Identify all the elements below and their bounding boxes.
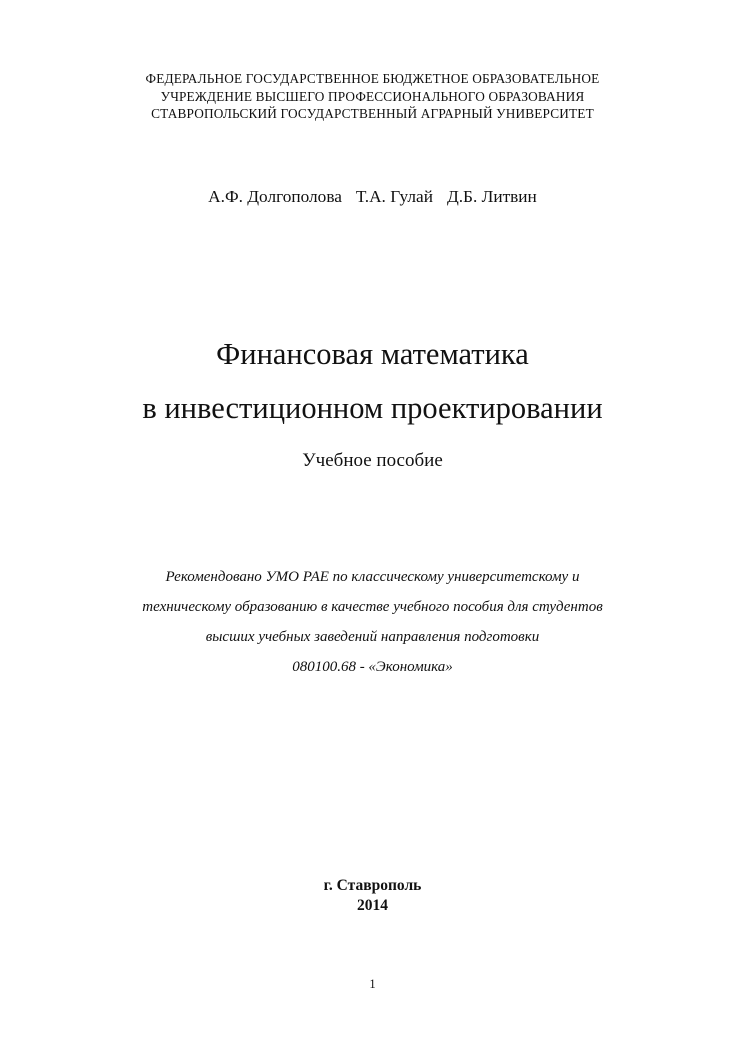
page-number: 1: [369, 977, 376, 991]
author-3: Д.Б. Литвин: [446, 187, 537, 206]
institution-line-2: УЧРЕЖДЕНИЕ ВЫСШЕГО ПРОФЕССИОНАЛЬНОГО ОБРАЗОВАНИЯ: [160, 88, 585, 104]
book-title-line-1: Финансовая математика: [216, 337, 529, 371]
recommendation-line-3: высших учебных заведений направления подготовки: [205, 629, 540, 645]
imprint-year: 2014: [357, 897, 388, 914]
recommendation: [0, 562, 745, 682]
imprint-city: г. Ставрополь: [323, 877, 422, 894]
imprint: [0, 876, 745, 916]
author-2: Т.А. Гулай: [355, 187, 433, 206]
author-1: А.Ф. Долгополова: [208, 187, 342, 206]
book-subtitle: Учебное пособие: [302, 450, 443, 471]
book-title-line-2: в инвестиционном проектировании: [142, 391, 603, 425]
recommendation-line-1: Рекомендовано УМО РАЕ по классическому университетскому и: [165, 569, 580, 585]
institution-line-1: ФЕДЕРАЛЬНОЕ ГОСУДАРСТВЕННОЕ БЮДЖЕТНОЕ ОБРАЗОВАТЕЛЬНОЕ: [145, 71, 600, 86]
book-title: [0, 336, 745, 426]
institution-header: [0, 70, 745, 123]
authors: [0, 186, 745, 208]
recommendation-line-2: техническому образованию в качестве учебного пособия для студентов: [142, 599, 603, 615]
institution-line-3: СТАВРОПОЛЬСКИЙ ГОСУДАРСТВЕННЫЙ АГРАРНЫЙ УНИВЕРСИТЕТ: [151, 106, 594, 121]
recommendation-line-4: 080100.68 - «Экономика»: [292, 659, 453, 675]
